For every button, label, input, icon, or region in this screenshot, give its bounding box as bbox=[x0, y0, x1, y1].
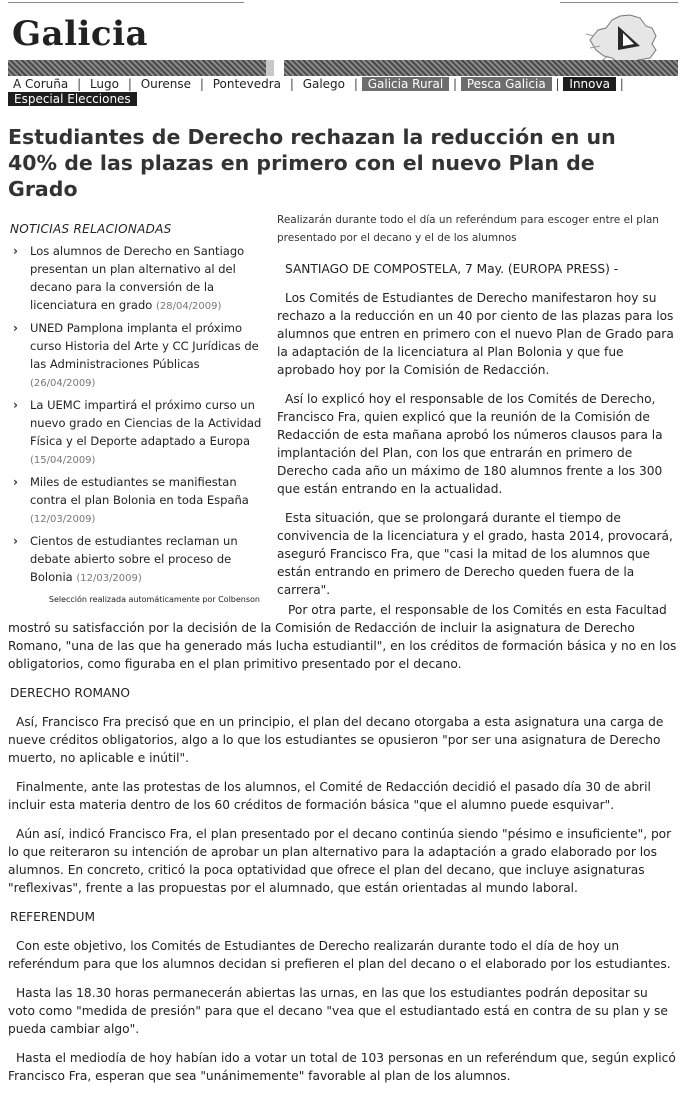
nav-separator: | bbox=[127, 77, 132, 91]
nav-link-lugo[interactable]: Lugo bbox=[89, 77, 119, 91]
nav-link-galego[interactable]: Galego bbox=[302, 77, 346, 91]
section-referendum bbox=[8, 937, 678, 1085]
region-nav bbox=[8, 77, 678, 107]
related-news-link[interactable]: Miles de estudiantes se manifiestan contra el plan Bolonia en toda España bbox=[30, 475, 249, 507]
article-paragraph: Los Comités de Estudiantes de Derecho manifestaron hoy su rechazo a la reducción en un 40 por ciento de las plazas para los alumnos que entren en primero con el nuevo Plan de Grado para la adaptación de la licenciatura al Plan Bolonia y que fue aprobado hoy por la Comisión de Redacción. bbox=[277, 291, 674, 377]
nav-separator: | bbox=[353, 77, 358, 91]
nav-separator: | bbox=[199, 77, 204, 91]
article-paragraph: Finalmente, ante las protestas de los alumnos, el Comité de Redacción decidió el pasado día 30 de abril incluir esta materia dentro de los 60 créditos de formación básica "que el alumno puede esquivar". bbox=[8, 780, 651, 812]
nav-link-especial-elecciones[interactable]: Especial Elecciones bbox=[8, 92, 137, 106]
nav-link-pesca-galicia[interactable]: Pesca Galicia bbox=[461, 77, 552, 91]
related-news-item bbox=[8, 396, 264, 470]
related-news-date: (12/03/2009) bbox=[76, 573, 142, 584]
chevron-right-icon: › bbox=[13, 398, 18, 412]
chevron-right-icon: › bbox=[13, 475, 18, 489]
header-stripe-gap bbox=[266, 60, 274, 76]
nav-separator: | bbox=[453, 77, 458, 91]
related-news-item bbox=[8, 532, 264, 588]
article-paragraph: Esta situación, que se prolongará durante el tiempo de convivencia de la licenciatura y el grado, hasta 2014, provocará, aseguró Francisco Fra, que "casi la mitad de los alumnos que están entrando en primero de Derecho queden fuera de la carrera". bbox=[277, 511, 673, 597]
chevron-right-icon: › bbox=[13, 534, 18, 548]
top-rule bbox=[8, 2, 244, 3]
article-paragraph: Así, Francisco Fra precisó que en un principio, el plan del decano otorgaba a esta asignatura una carga de nueve créditos obligatorios, algo a lo que los estudiantes se opusieron "por ser una asignatura de Derecho muerto, no aplicable e inútil". bbox=[8, 715, 664, 765]
related-news-link[interactable]: Los alumnos de Derecho en Santiago presentan un plan alternativo al del decano para la conversión de la licenciatura en grado bbox=[30, 244, 245, 312]
article-subtitle: Realizarán durante todo el día un referéndum para escoger entre el plan presentado por el decano y el de los alumnos bbox=[277, 214, 659, 244]
article-body-full bbox=[8, 601, 678, 1096]
chevron-right-icon: › bbox=[13, 244, 18, 258]
article-paragraph: Hasta las 18.30 horas permanecerán abiertas las urnas, en las que los estudiantes podrán depositar su voto como "medida de presión" para que el decano "vea que el estudiantado está en contra de su plan y se pueda cambiar algo". bbox=[8, 986, 668, 1036]
nav-separator: | bbox=[289, 77, 294, 91]
article-paragraph: Así lo explicó hoy el responsable de los Comités de Derecho, Francisco Fra, quien explicó que la reunión de la Comisión de Redacción de esta mañana aprobó los números clausos para la implantación del Plan, con los que entrarán en primero de Derecho cada año un máximo de 180 alumnos frente a los 300 que están entrando en la actualidad. bbox=[277, 392, 663, 496]
nav-link-a-coruna[interactable]: A Coruña bbox=[13, 77, 69, 91]
nav-link-galicia-rural[interactable]: Galicia Rural bbox=[362, 77, 449, 91]
related-news-date: (12/03/2009) bbox=[30, 514, 96, 525]
section-derecho-romano bbox=[8, 713, 678, 897]
chevron-right-icon: › bbox=[13, 321, 18, 335]
article-paragraph: Hasta el mediodía de hoy habían ido a votar un total de 103 personas en un referéndum que, según explicó Francisco Fra, esperan que sea "unánimemente" favorable al plan de los alumnos. bbox=[8, 1051, 676, 1083]
nav-separator: | bbox=[555, 77, 560, 91]
related-news-date: (26/04/2009) bbox=[30, 378, 96, 389]
nav-row-1 bbox=[8, 77, 678, 92]
site-title[interactable]: Galicia bbox=[12, 14, 149, 54]
nav-link-ourense[interactable]: Ourense bbox=[140, 77, 192, 91]
related-news-item bbox=[8, 319, 264, 393]
related-news-item bbox=[8, 242, 264, 316]
article-paragraph: Por otra parte, el responsable de los Comités en esta Facultad mostró su satisfacción por la decisión de la Comisión de Redacción de incluir la asignatura de Derecho Romano, "una de las que ha generado más lucha estudiantil", en los créditos de formación básica y no en los obligatorios, como figuraba en el plan primitivo presentado por el decano. bbox=[8, 603, 677, 671]
related-news-link[interactable]: UNED Pamplona implanta el próximo curso Historia del Arte y CC Jurídicas de las Administraciones Públicas bbox=[30, 321, 259, 371]
top-rule-right bbox=[560, 2, 678, 3]
nav-link-innova[interactable]: Innova bbox=[563, 77, 616, 91]
related-news-link[interactable]: Cientos de estudiantes reclaman un debate abierto sobre el proceso de Bolonia bbox=[30, 534, 238, 584]
header-stripe-left bbox=[8, 60, 266, 76]
section-heading-derecho-romano: DERECHO ROMANO bbox=[10, 686, 131, 700]
article-paragraph: Con este objetivo, los Comités de Estudiantes de Derecho realizarán durante todo el día de hoy un referéndum para que los alumnos decidan si prefieren el plan del decano o el elaborado por los estudiantes. bbox=[8, 939, 671, 971]
related-news-list bbox=[8, 242, 264, 588]
related-credit: Selección realizada automáticamente por Colbenson bbox=[48, 595, 260, 604]
nav-separator: | bbox=[619, 77, 624, 91]
article-headline: Estudiantes de Derecho rechazan la reducción en un 40% de las plazas en primero con el nuevo Plan de Grado bbox=[8, 125, 616, 201]
related-news-item bbox=[8, 473, 264, 529]
related-news-date: (15/04/2009) bbox=[30, 455, 96, 466]
related-news-date: (28/04/2009) bbox=[155, 301, 222, 312]
article-paragraph: SANTIAGO DE COMPOSTELA, 7 May. (EUROPA PRESS) - bbox=[285, 262, 619, 276]
nav-row-2 bbox=[8, 92, 678, 107]
nav-separator: | bbox=[77, 77, 82, 91]
article-paragraph: Aún así, indicó Francisco Fra, el plan presentado por el decano continúa siendo "pésimo e insuficiente", por lo que reiteraron su intención de aprobar un plan alternativo para la adaptación a grado elaborado por los alumnos. En concreto, criticó la poca optatividad que ofrece el plan del decano, que incluye asignaturas "reflexivas", frente a las propuestas por el alumnado, que están orientadas al mundo laboral. bbox=[8, 827, 672, 895]
related-news bbox=[8, 220, 264, 609]
article-body-right bbox=[277, 260, 677, 610]
nav-link-pontevedra[interactable]: Pontevedra bbox=[212, 77, 281, 91]
related-news-link[interactable]: La UEMC impartirá el próximo curso un nuevo grado en Ciencias de la Actividad Física y el Deporte adaptado a Europa bbox=[30, 398, 262, 448]
header-stripe-right bbox=[284, 60, 678, 76]
section-heading-referendum: REFERENDUM bbox=[10, 910, 95, 924]
related-news-title: NOTICIAS RELACIONADAS bbox=[10, 222, 172, 236]
